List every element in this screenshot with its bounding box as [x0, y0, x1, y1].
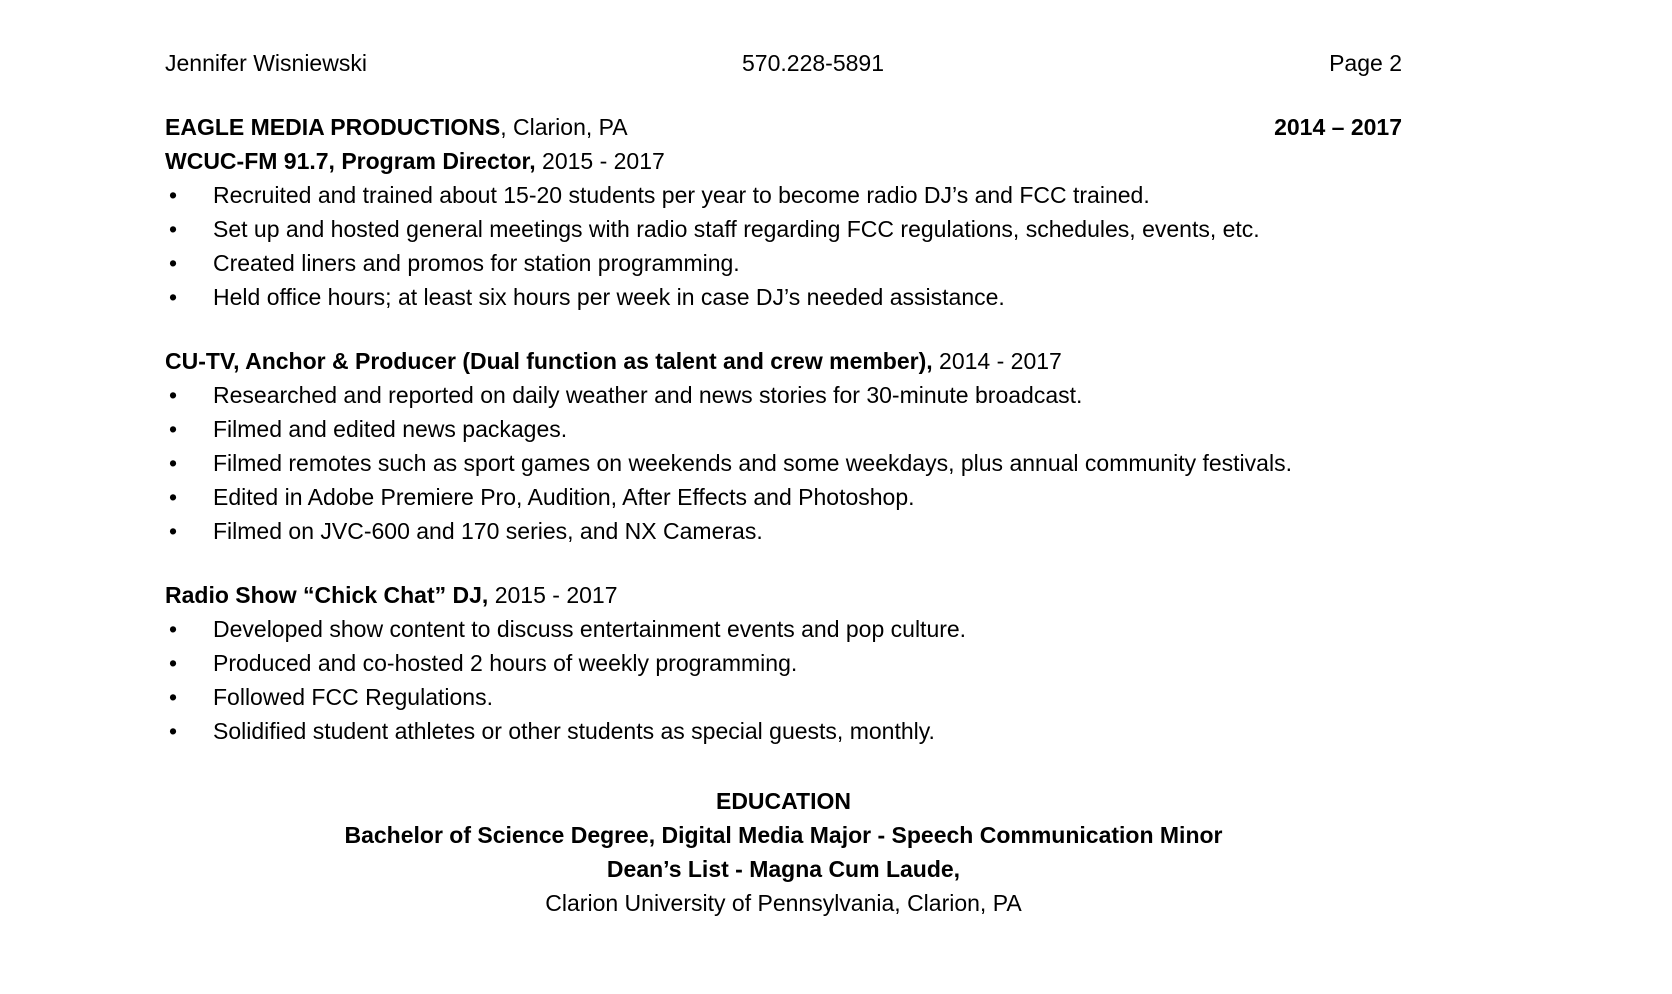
list-item — [165, 714, 1402, 748]
role-bullet-list-wcuc-fm — [165, 178, 1402, 314]
role-title: CU-TV, Anchor & Producer (Dual function as talent and crew member), — [165, 348, 933, 374]
role-bullet-list-cu-tv — [165, 378, 1402, 548]
bullet-icon: • — [169, 250, 178, 276]
bullet-icon: • — [169, 616, 178, 642]
role-header-wcuc-fm — [165, 144, 1402, 178]
list-item-text: Created liners and promos for station programming. — [213, 250, 740, 276]
education-degree: Bachelor of Science Degree, Digital Media Major - Speech Communication Minor — [344, 822, 1223, 848]
list-item-text: Filmed and edited news packages. — [213, 416, 568, 442]
list-item-text: Held office hours; at least six hours per week in case DJ’s needed assistance. — [213, 284, 1005, 310]
bullet-icon: • — [169, 718, 178, 744]
bullet-icon: • — [169, 684, 178, 710]
role-bullet-list-chick-chat — [165, 612, 1402, 748]
candidate-phone: 570.228-5891 — [742, 50, 884, 76]
company-location: , Clarion, PA — [500, 114, 628, 140]
page-content — [165, 44, 1402, 920]
education-heading: EDUCATION — [715, 788, 851, 814]
bullet-icon: • — [169, 284, 178, 310]
header-spacer — [165, 82, 1402, 110]
education-section — [165, 784, 1402, 920]
bullet-icon: • — [169, 416, 178, 442]
list-item — [165, 612, 1402, 646]
bullet-icon: • — [169, 650, 178, 676]
bullet-icon: • — [169, 182, 178, 208]
role-title: Radio Show “Chick Chat” DJ, — [165, 582, 489, 608]
list-item-text: Filmed remotes such as sport games on weekends and some weekdays, plus annual community festivals. — [213, 450, 1292, 476]
list-item — [165, 680, 1402, 714]
bullet-icon: • — [169, 450, 178, 476]
list-item-text: Developed show content to discuss entertainment events and pop culture. — [213, 616, 967, 642]
list-item — [165, 412, 1402, 446]
list-item — [165, 378, 1402, 412]
list-item-text: Filmed on JVC-600 and 170 series, and NX Cameras. — [213, 518, 763, 544]
list-item-text: Recruited and trained about 15-20 students per year to become radio DJ’s and FCC trained. — [213, 182, 1150, 208]
bullet-icon: • — [169, 382, 178, 408]
page-header — [165, 44, 1402, 82]
bullet-icon: • — [169, 484, 178, 510]
company-header — [165, 110, 1402, 144]
company-name: EAGLE MEDIA PRODUCTIONS — [165, 114, 501, 140]
list-item-text: Set up and hosted general meetings with radio staff regarding FCC regulations, schedules, events, etc. — [213, 216, 1260, 242]
list-item — [165, 514, 1402, 548]
list-item-text: Produced and co-hosted 2 hours of weekly programming. — [213, 650, 798, 676]
list-item — [165, 178, 1402, 212]
role-title: WCUC-FM 91.7, Program Director, — [165, 148, 536, 174]
page-number-label: Page 2 — [1329, 50, 1402, 76]
role-spacer — [165, 314, 1402, 344]
list-item-text: Researched and reported on daily weather and news stories for 30-minute broadcast. — [213, 382, 1083, 408]
education-honors: Dean’s List - Magna Cum Laude, — [606, 856, 961, 882]
list-item-text: Followed FCC Regulations. — [213, 684, 493, 710]
list-item — [165, 212, 1402, 246]
role-dates: 2014 - 2017 — [932, 348, 1062, 374]
role-dates: 2015 - 2017 — [535, 148, 665, 174]
list-item — [165, 446, 1402, 480]
list-item — [165, 280, 1402, 314]
bullet-icon: • — [169, 518, 178, 544]
candidate-name: Jennifer Wisniewski — [165, 50, 367, 76]
role-spacer — [165, 548, 1402, 578]
role-header-cu-tv — [165, 344, 1402, 378]
list-item-text: Edited in Adobe Premiere Pro, Audition, After Effects and Photoshop. — [213, 484, 915, 510]
list-item — [165, 480, 1402, 514]
list-item-text: Solidified student athletes or other students as special guests, monthly. — [213, 718, 935, 744]
company-dates: 2014 – 2017 — [1274, 114, 1402, 140]
bullet-icon: • — [169, 216, 178, 242]
list-item — [165, 246, 1402, 280]
list-item — [165, 646, 1402, 680]
role-header-chick-chat — [165, 578, 1402, 612]
education-school: Clarion University of Pennsylvania, Clarion, PA — [545, 890, 1022, 916]
role-dates: 2015 - 2017 — [488, 582, 618, 608]
